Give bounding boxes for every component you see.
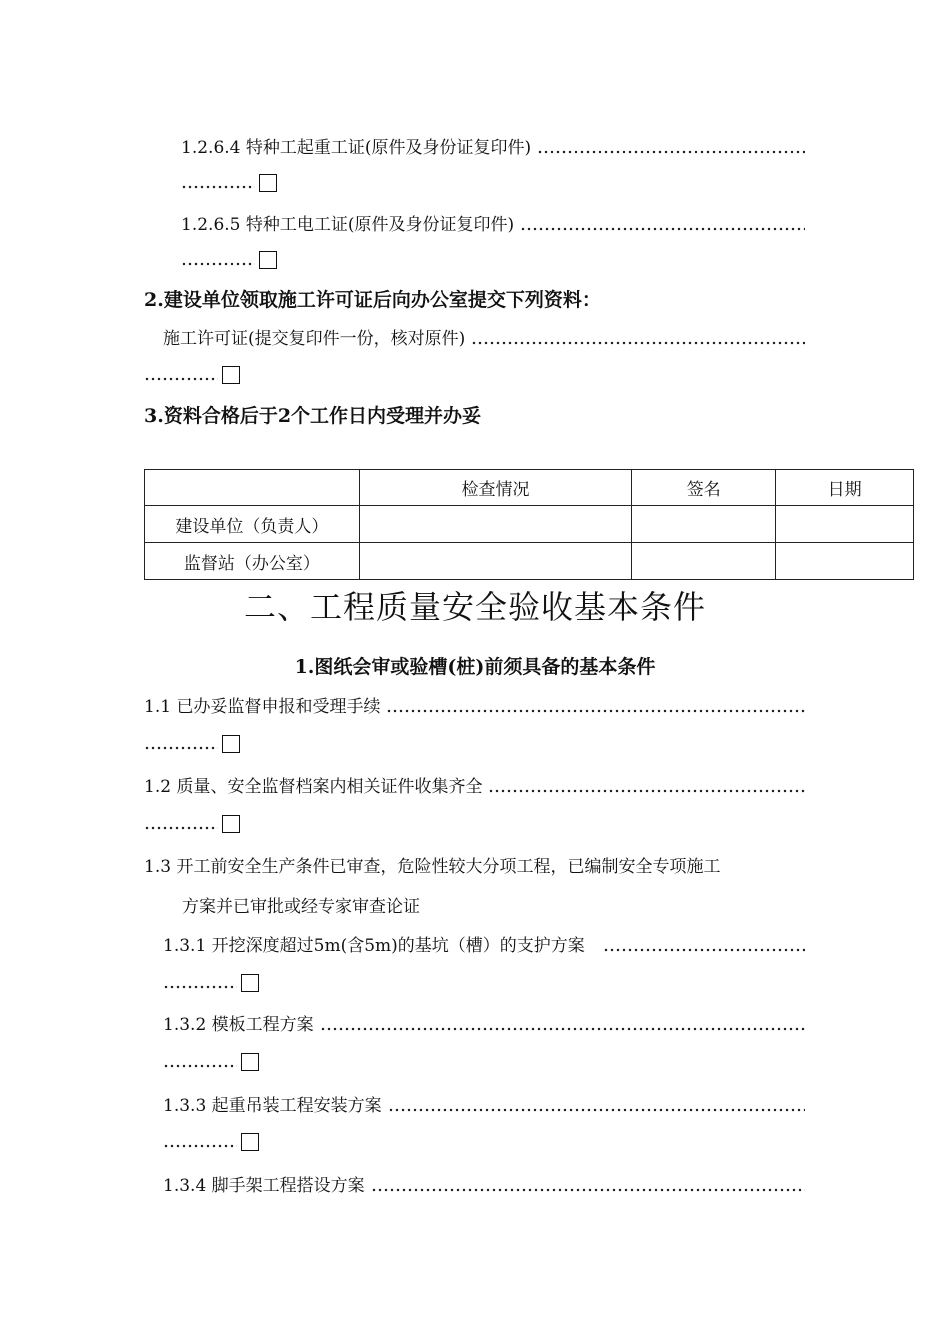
checkbox-132[interactable] [241, 1053, 259, 1071]
item-11 [144, 694, 805, 720]
inspection-table [144, 469, 914, 580]
table-header-cell [145, 470, 360, 506]
dot-leader [144, 377, 218, 381]
table-header-row [145, 470, 914, 506]
checkbox-permit[interactable] [222, 366, 240, 384]
section-2-item-text: 施工许可证(提交复印件一份，核对原件) [163, 329, 466, 349]
table-cell[interactable] [632, 506, 776, 543]
dot-leader [371, 1188, 805, 1192]
item-131 [163, 933, 805, 959]
dot-leader [471, 341, 805, 345]
section-2-heading: 2.建设单位领取施工许可证后向办公室提交下列资料： [144, 289, 601, 311]
item-12-text: 1.2 质量、安全监督档案内相关证件收集齐全 [144, 777, 483, 797]
part-2-subheading: 1.图纸会审或验槽(桩)前须具备的基本条件 [294, 656, 656, 678]
item-1264 [181, 135, 805, 161]
table-cell[interactable] [776, 506, 914, 543]
item-11-text: 1.1 已办妥监督申报和受理手续 [144, 697, 381, 717]
dot-leader [144, 826, 218, 830]
table-row-label: 建设单位（负责人） [145, 506, 360, 543]
table-row [145, 543, 914, 580]
table-row [145, 506, 914, 543]
table-cell[interactable] [776, 543, 914, 580]
item-13-line-1: 1.3 开工前安全生产条件已审查，危险性较大分项工程，已编制安全专项施工 [144, 857, 721, 877]
table-cell[interactable] [359, 543, 632, 580]
dot-leader [320, 1027, 805, 1031]
checkbox-131[interactable] [241, 974, 259, 992]
checkbox-1264[interactable] [259, 174, 277, 192]
item-11-tail [144, 731, 240, 757]
item-134-text: 1.3.4 脚手架工程搭设方案 [163, 1176, 365, 1196]
table-cell[interactable] [632, 543, 776, 580]
dot-leader [386, 709, 805, 713]
item-134 [163, 1173, 805, 1199]
item-132-text: 1.3.2 模板工程方案 [163, 1015, 314, 1035]
item-13-line-2: 方案并已审批或经专家审查论证 [182, 897, 420, 917]
dot-leader [181, 185, 255, 189]
item-1265-text: 1.2.6.5 特种工电工证(原件及身份证复印件) [181, 215, 515, 235]
item-133-tail [163, 1129, 259, 1155]
checkbox-11[interactable] [222, 735, 240, 753]
item-133-text: 1.3.3 起重吊装工程安装方案 [163, 1096, 382, 1116]
dot-leader [520, 227, 805, 231]
item-1264-tail [181, 170, 277, 196]
item-132-tail [163, 1049, 259, 1075]
item-132 [163, 1012, 805, 1038]
table-header-cell: 检查情况 [359, 470, 632, 506]
dot-leader [163, 985, 237, 989]
part-2-title: 二、工程质量安全验收基本条件 [243, 588, 706, 626]
table-header-cell: 日期 [776, 470, 914, 506]
item-1265 [181, 212, 805, 238]
section-2-item [163, 326, 805, 352]
dot-leader [603, 948, 805, 952]
dot-leader [181, 262, 255, 266]
item-1265-tail [181, 247, 277, 273]
dot-leader [537, 150, 805, 154]
item-12-tail [144, 811, 240, 837]
dot-leader [163, 1064, 237, 1068]
dot-leader [144, 746, 218, 750]
dot-leader [388, 1108, 805, 1112]
item-1264-text: 1.2.6.4 特种工起重工证(原件及身份证复印件) [181, 138, 532, 158]
table-header-cell: 签名 [632, 470, 776, 506]
item-133 [163, 1093, 805, 1119]
dot-leader [488, 789, 805, 793]
section-2-item-tail [144, 362, 240, 388]
item-131-tail [163, 970, 259, 996]
item-131-text: 1.3.1 开挖深度超过5m(含5m)的基坑（槽）的支护方案 [163, 936, 585, 956]
section-3-heading: 3.资料合格后于2个工作日内受理并办妥 [144, 405, 482, 427]
checkbox-12[interactable] [222, 815, 240, 833]
dot-leader [163, 1144, 237, 1148]
checkbox-133[interactable] [241, 1133, 259, 1151]
item-12 [144, 774, 805, 800]
table-cell[interactable] [359, 506, 632, 543]
table-row-label: 监督站（办公室） [145, 543, 360, 580]
checkbox-1265[interactable] [259, 251, 277, 269]
